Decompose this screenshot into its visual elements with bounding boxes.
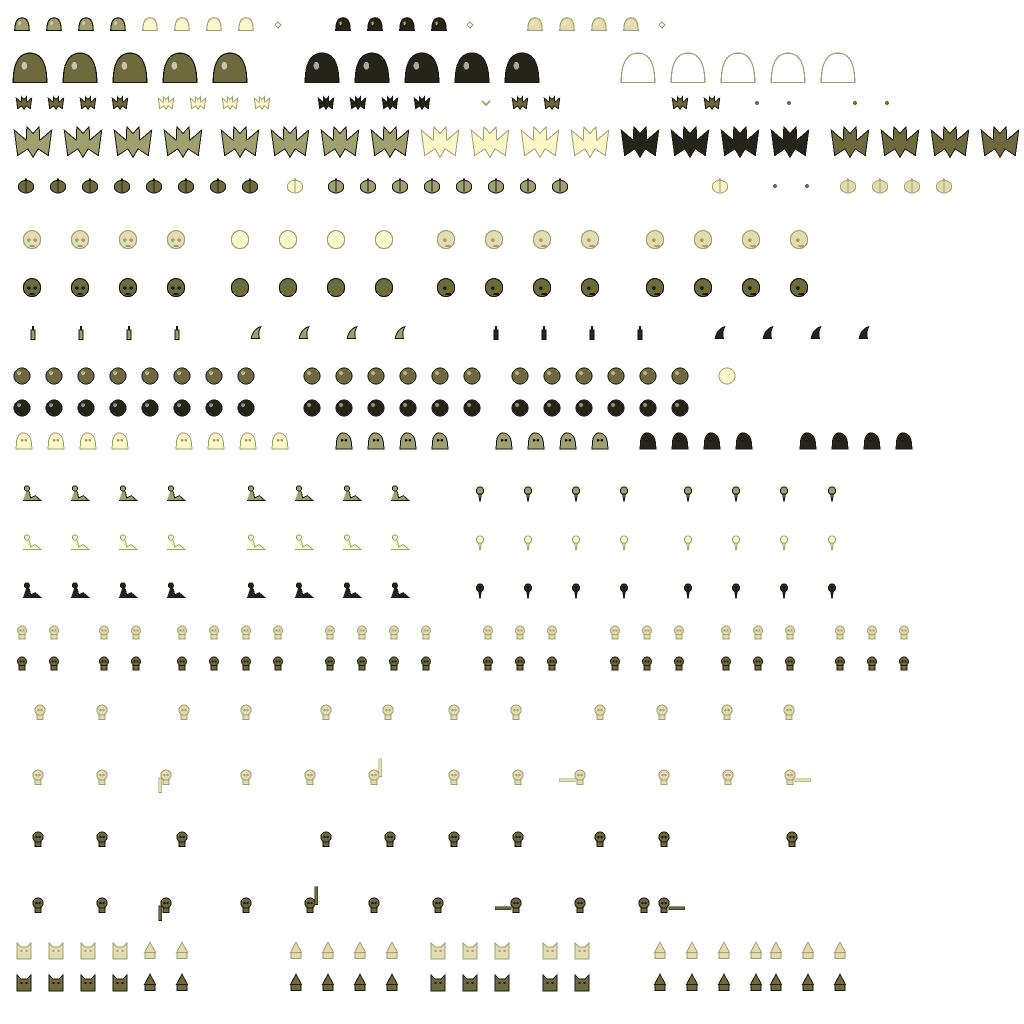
pumpkin-icon	[805, 184, 809, 188]
orb-icon	[304, 400, 320, 416]
orb-icon	[238, 400, 254, 416]
orb-icon	[640, 400, 656, 416]
skull-icon	[790, 231, 807, 249]
skull-icon	[694, 231, 711, 249]
skeleton-icon	[900, 657, 909, 670]
skeleton-icon	[786, 657, 795, 670]
orb-icon	[544, 368, 560, 384]
slime-icon	[15, 18, 29, 31]
skeleton-icon	[836, 626, 845, 639]
skeleton-icon	[50, 657, 59, 670]
skeleton-icon	[33, 898, 43, 913]
skeleton-icon	[97, 770, 107, 785]
skull-icon	[23, 231, 40, 249]
skeleton-icon	[97, 705, 107, 720]
skull-icon	[119, 279, 136, 297]
orb-icon	[719, 368, 735, 384]
skull-icon	[167, 279, 184, 297]
skeleton-icon	[836, 657, 845, 670]
skull-icon	[646, 279, 663, 297]
skeleton-icon	[326, 626, 335, 639]
skeleton-icon	[383, 705, 393, 720]
skeleton-icon	[177, 832, 187, 847]
skeleton-icon	[449, 705, 459, 720]
skeleton-icon	[241, 898, 251, 913]
slime-icon	[175, 18, 189, 31]
skeleton-icon	[18, 626, 27, 639]
skeleton-icon	[390, 626, 399, 639]
skeleton-icon	[784, 705, 794, 720]
skull-icon	[581, 279, 598, 297]
orb-icon	[174, 400, 190, 416]
orb-icon	[640, 368, 656, 384]
orb-icon	[400, 400, 416, 416]
orb-icon	[368, 368, 384, 384]
skull-icon	[485, 279, 502, 297]
orb-icon	[14, 400, 30, 416]
orb-icon	[14, 368, 30, 384]
orb-icon	[336, 400, 352, 416]
skeleton-icon	[449, 832, 459, 847]
skeleton-icon	[242, 657, 251, 670]
slime-icon	[143, 18, 157, 31]
orb-icon	[304, 368, 320, 384]
skeleton-icon	[723, 770, 733, 785]
skeleton-icon	[132, 657, 141, 670]
skeleton-icon	[754, 657, 763, 670]
skeleton-icon	[657, 705, 667, 720]
slime-icon	[368, 18, 382, 31]
skeleton-icon	[326, 657, 335, 670]
slime-icon	[336, 18, 350, 31]
orb-icon	[174, 368, 190, 384]
skull-icon	[119, 231, 136, 249]
slime-icon	[111, 18, 125, 31]
skeleton-icon	[33, 832, 43, 847]
skeleton-icon	[611, 626, 620, 639]
skull-icon	[231, 279, 248, 297]
orb-icon	[110, 400, 126, 416]
slime-icon	[624, 18, 638, 31]
orb-icon	[464, 368, 480, 384]
orb-icon	[206, 400, 222, 416]
skeleton-icon	[548, 657, 557, 670]
bat-icon	[755, 101, 759, 105]
orb-icon	[432, 368, 448, 384]
bat-icon	[787, 101, 791, 105]
skeleton-icon	[511, 705, 521, 720]
skeleton-icon	[754, 626, 763, 639]
skull-icon	[742, 231, 759, 249]
skeleton-icon	[241, 770, 251, 785]
slime-icon	[239, 18, 253, 31]
skeleton-icon	[100, 657, 109, 670]
slime-icon	[560, 18, 574, 31]
skeleton-icon	[100, 626, 109, 639]
orb-icon	[512, 368, 528, 384]
skeleton-icon	[611, 657, 620, 670]
skeleton-icon	[868, 657, 877, 670]
skull-icon	[23, 279, 40, 297]
bat-icon	[885, 101, 889, 105]
skeleton-icon	[385, 832, 395, 847]
slime-icon	[432, 18, 446, 31]
skeleton-icon	[178, 657, 187, 670]
orb-icon	[46, 368, 62, 384]
slime-icon	[400, 18, 414, 31]
skeleton-icon	[675, 626, 684, 639]
orb-icon	[46, 400, 62, 416]
skeleton-icon	[639, 898, 649, 913]
skeleton-icon	[358, 657, 367, 670]
orb-icon	[336, 368, 352, 384]
skeleton-icon	[241, 705, 251, 720]
slime-icon	[47, 18, 61, 31]
skull-icon	[279, 231, 296, 249]
slime-icon	[592, 18, 606, 31]
orb-icon	[110, 368, 126, 384]
orb-icon	[142, 400, 158, 416]
orb-icon	[464, 400, 480, 416]
skeleton-icon	[369, 898, 379, 913]
skull-icon	[437, 279, 454, 297]
orb-icon	[608, 400, 624, 416]
slime-icon	[207, 18, 221, 31]
orb-icon	[142, 368, 158, 384]
skeleton-icon	[516, 657, 525, 670]
bat-icon	[853, 101, 857, 105]
skull-icon	[646, 231, 663, 249]
skull-icon	[742, 279, 759, 297]
skeleton-icon	[242, 626, 251, 639]
skull-icon	[71, 279, 88, 297]
skeleton-icon	[33, 770, 43, 785]
skull-icon	[533, 279, 550, 297]
skeleton-icon	[786, 626, 795, 639]
skeleton-icon	[900, 626, 909, 639]
skull-icon	[71, 231, 88, 249]
orb-icon	[78, 368, 94, 384]
orb-icon	[432, 400, 448, 416]
skeleton-icon	[722, 626, 731, 639]
skeleton-icon	[433, 898, 443, 913]
orb-icon	[672, 400, 688, 416]
skull-icon	[437, 231, 454, 249]
slime-icon	[528, 18, 542, 31]
skeleton-icon	[595, 832, 605, 847]
skeleton-icon	[484, 626, 493, 639]
skeleton-icon	[18, 657, 27, 670]
skeleton-icon	[422, 657, 431, 670]
skull-icon	[279, 279, 296, 297]
skeleton-icon	[513, 770, 523, 785]
slime-icon	[79, 18, 93, 31]
skeleton-icon	[210, 657, 219, 670]
skeleton-icon	[178, 626, 187, 639]
skull-icon	[533, 231, 550, 249]
skeleton-icon	[659, 770, 669, 785]
skeleton-icon	[516, 626, 525, 639]
skull-icon	[327, 279, 344, 297]
orb-icon	[206, 368, 222, 384]
skull-icon	[375, 279, 392, 297]
skeleton-icon	[390, 657, 399, 670]
skull-icon	[231, 231, 248, 249]
skeleton-icon	[643, 626, 652, 639]
skeleton-icon	[132, 626, 141, 639]
skeleton-icon	[484, 657, 493, 670]
skeleton-icon	[722, 657, 731, 670]
skeleton-icon	[449, 770, 459, 785]
skeleton-icon	[868, 626, 877, 639]
skeleton-icon	[97, 832, 107, 847]
skeleton-icon	[513, 832, 523, 847]
orb-icon	[238, 368, 254, 384]
skull-icon	[485, 231, 502, 249]
orb-icon	[544, 400, 560, 416]
orb-icon	[672, 368, 688, 384]
skeleton-icon	[787, 832, 797, 847]
skeleton-icon	[210, 626, 219, 639]
orb-icon	[400, 368, 416, 384]
skull-icon	[694, 279, 711, 297]
skeleton-icon	[675, 657, 684, 670]
orb-icon	[368, 400, 384, 416]
skeleton-icon	[643, 657, 652, 670]
skeleton-icon	[595, 705, 605, 720]
skeleton-icon	[422, 626, 431, 639]
skull-icon	[375, 231, 392, 249]
skeleton-icon	[575, 898, 585, 913]
orb-icon	[78, 400, 94, 416]
skeleton-icon	[35, 705, 45, 720]
skeleton-icon	[321, 705, 331, 720]
skull-icon	[167, 231, 184, 249]
skeleton-icon	[722, 705, 732, 720]
skeleton-icon	[321, 832, 331, 847]
skeleton-icon	[659, 832, 669, 847]
orb-icon	[576, 368, 592, 384]
orb-icon	[608, 368, 624, 384]
orb-icon	[512, 400, 528, 416]
skeleton-icon	[358, 626, 367, 639]
pumpkin-icon	[773, 184, 777, 188]
skeleton-icon	[305, 770, 315, 785]
skeleton-icon	[179, 705, 189, 720]
skeleton-icon	[97, 898, 107, 913]
skull-icon	[581, 231, 598, 249]
skull-icon	[790, 279, 807, 297]
orb-icon	[576, 400, 592, 416]
skeleton-icon	[274, 657, 283, 670]
skeleton-icon	[274, 626, 283, 639]
skeleton-icon	[50, 626, 59, 639]
skeleton-icon	[548, 626, 557, 639]
skull-icon	[327, 231, 344, 249]
